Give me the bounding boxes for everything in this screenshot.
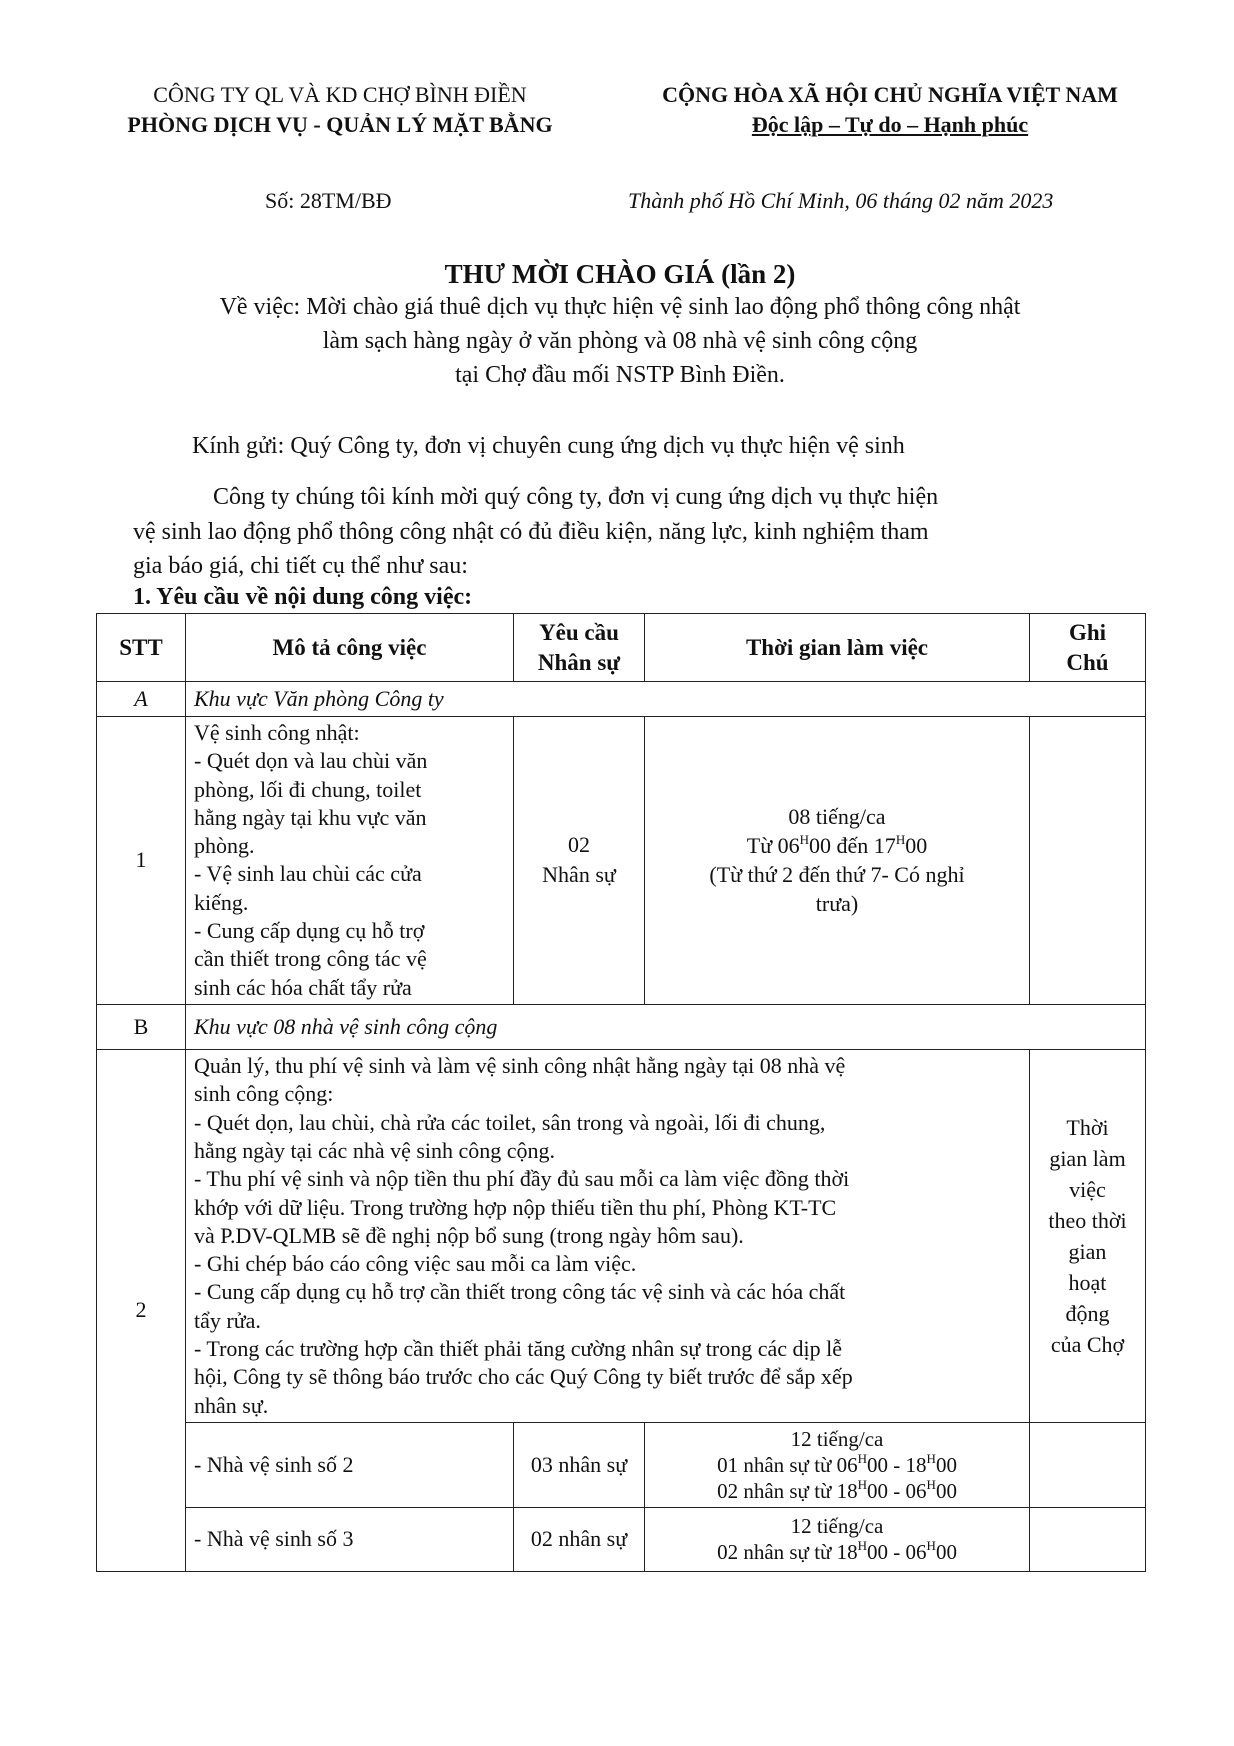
- row-2-stt: 2: [97, 1049, 186, 1571]
- letter-title: THƯ MỜI CHÀO GIÁ (lần 2): [444, 259, 796, 289]
- subject-line-3: tại Chợ đầu mối NSTP Bình Điền.: [455, 362, 785, 388]
- sub-1-time-line-3: [653, 1478, 1021, 1504]
- header-stt: STT: [97, 614, 186, 682]
- row-2-description: [186, 1049, 1030, 1422]
- row-1-staff-unit: Nhân sự: [542, 862, 616, 888]
- place-date: Thành phố Hồ Chí Minh, 06 tháng 02 năm 2023: [628, 188, 1054, 213]
- sub-1-name: - Nhà vệ sinh số 2: [186, 1422, 514, 1507]
- company-name: CÔNG TY QL VÀ KD CHỢ BÌNH ĐIỀN: [153, 82, 527, 107]
- row-1-time-mid: 00 đến 17: [809, 833, 896, 859]
- row-1-working-time: [645, 717, 1030, 1005]
- row-2-desc-line: nhân sự.: [194, 1392, 269, 1418]
- row-1-staff-count: 02: [568, 832, 590, 858]
- row-1-desc-line: phòng, lối đi chung, toilet: [194, 776, 422, 802]
- row-1-desc-line: - Cung cấp dụng cụ hỗ trợ: [194, 918, 425, 944]
- row-2-note-line: của Chợ: [1050, 1331, 1125, 1357]
- section-a-row: [97, 682, 1146, 717]
- row-1-desc-line: hằng ngày tại khu vực văn: [194, 804, 427, 830]
- subject-line-1: Về việc: Mời chào giá thuê dịch vụ thực hiện vệ sinh lao động phổ thông công nhật: [219, 294, 1021, 320]
- row-1-time-line-1: 08 tiếng/ca: [788, 804, 886, 830]
- sub-2-time-2b: 00 - 06: [867, 1540, 927, 1565]
- sub-2-time-2c: 00: [935, 1540, 957, 1565]
- row-2-desc-line: hội, Công ty sẽ thông báo trước cho các Quý Công ty biết trước để sắp xếp: [194, 1364, 853, 1390]
- header-staff: [514, 614, 645, 682]
- hour-superscript: H: [895, 832, 906, 848]
- row-1-desc-line: Vệ sinh công nhật:: [194, 720, 360, 745]
- sub-2-time-line-1: 12 tiếng/ca: [790, 1514, 884, 1539]
- hour-superscript: H: [926, 1450, 936, 1466]
- row-2-desc-line: khớp với dữ liệu. Trong trường hợp nộp thiếu tiền thu phí, Phòng KT-TC: [194, 1194, 837, 1220]
- intro-line-3: gia báo giá, chi tiết cụ thể như sau:: [133, 553, 468, 579]
- table-header-row: [97, 614, 1146, 682]
- hour-superscript: H: [857, 1476, 868, 1492]
- table-row: [97, 1049, 1146, 1422]
- row-2-desc-line: - Quét dọn, lau chùi, chà rửa các toilet, sân trong và ngoài, lối đi chung,: [194, 1109, 826, 1135]
- national-motto: Độc lập – Tự do – Hạnh phúc: [751, 112, 1029, 137]
- section-b-row: [97, 1004, 1146, 1049]
- row-1-stt: 1: [97, 717, 186, 1005]
- row-1-time-line-2: [653, 831, 1021, 860]
- row-2-desc-line: - Ghi chép báo cáo công việc sau mỗi ca làm việc.: [194, 1251, 637, 1277]
- row-2-note: [1030, 1049, 1146, 1422]
- row-2-desc-line: sinh công cộng:: [194, 1081, 334, 1107]
- row-1-description: [186, 717, 514, 1005]
- sub-1-time-3b: 00 - 06: [867, 1478, 927, 1503]
- header-staff-line-2: Nhân sự: [537, 649, 621, 675]
- sub-1-time-line-1: 12 tiếng/ca: [790, 1426, 884, 1451]
- hour-superscript: H: [926, 1476, 936, 1492]
- table-row: [97, 717, 1146, 1005]
- row-2-note-line: theo thời: [1048, 1207, 1127, 1233]
- sub-2-time-2a: 02 nhân sự từ 18: [717, 1540, 858, 1565]
- row-1-time-start: Từ 06: [746, 833, 800, 859]
- row-2-note-line: hoạt: [1068, 1269, 1107, 1295]
- hour-superscript: H: [799, 832, 810, 848]
- section-b-title: Khu vực 08 nhà vệ sinh công cộng: [186, 1004, 1146, 1049]
- row-1-desc-line: - Vệ sinh lau chùi các cửa: [194, 861, 422, 887]
- row-2-desc-line: Quản lý, thu phí vệ sinh và làm vệ sinh công nhật hằng ngày tại 08 nhà vệ: [194, 1053, 846, 1079]
- section-a-stt: A: [97, 682, 186, 717]
- sub-1-note: [1030, 1422, 1146, 1507]
- row-2-desc-line: hằng ngày tại các nhà vệ sinh công cộng.: [194, 1137, 556, 1163]
- row-2-note-line: gian: [1068, 1238, 1107, 1264]
- row-2-note-line: gian làm: [1049, 1145, 1126, 1171]
- row-1-desc-line: - Quét dọn và lau chùi văn: [194, 748, 428, 774]
- row-2-desc-line: - Trong các trường hợp cần thiết phải tăng cường nhân sự trong các dịp lễ: [194, 1336, 843, 1361]
- header-note-line-1: Ghi: [1068, 619, 1107, 645]
- hour-superscript: H: [857, 1538, 868, 1554]
- sub-2-working-time: [645, 1507, 1030, 1571]
- department-name: PHÒNG DỊCH VỤ - QUẢN LÝ MẶT BẰNG: [127, 112, 553, 137]
- document-number: Số: 28TM/BĐ: [265, 188, 392, 213]
- sub-1-time-3a: 02 nhân sự từ 18: [717, 1478, 858, 1503]
- header-note-line-2: Chú: [1066, 649, 1109, 675]
- row-2-desc-line: và P.DV-QLMB sẽ đề nghị nộp bổ sung (trong ngày hôm sau).: [194, 1222, 744, 1248]
- sub-2-name: - Nhà vệ sinh số 3: [186, 1507, 514, 1571]
- sub-1-time-2a: 01 nhân sự từ 06: [717, 1452, 858, 1477]
- sub-1-staff: 03 nhân sự: [514, 1422, 645, 1507]
- sub-1-time-3c: 00: [935, 1478, 957, 1503]
- intro-line-1: Công ty chúng tôi kính mời quý công ty, đơn vị cung ứng dịch vụ thực hiện: [213, 484, 939, 510]
- row-2-desc-line: tẩy rửa.: [194, 1307, 261, 1333]
- table-row: [97, 1507, 1146, 1571]
- work-requirements-table: [96, 613, 1146, 1572]
- row-2-note-line: việc: [1069, 1176, 1106, 1202]
- subject-line-2: làm sạch hàng ngày ở văn phòng và 08 nhà vệ sinh công cộng: [322, 328, 918, 354]
- section-a-title: Khu vực Văn phòng Công ty: [186, 682, 1146, 717]
- row-1-time-line-4: trưa): [815, 891, 859, 917]
- row-1-note: [1030, 717, 1146, 1005]
- national-title: CỘNG HÒA XÃ HỘI CHỦ NGHĨA VIỆT NAM: [662, 82, 1118, 107]
- row-2-desc-line: - Thu phí vệ sinh và nộp tiền thu phí đầy đủ sau mỗi ca làm việc đồng thời: [194, 1166, 850, 1192]
- row-2-note-line: Thời: [1066, 1114, 1109, 1140]
- hour-superscript: H: [857, 1450, 868, 1466]
- sub-2-note: [1030, 1507, 1146, 1571]
- row-1-time-end: 00: [905, 833, 928, 859]
- row-1-desc-line: kiếng.: [194, 889, 249, 915]
- header-working-time: Thời gian làm việc: [645, 614, 1030, 682]
- sub-2-time-line-2: [653, 1539, 1021, 1565]
- section-1-heading: 1. Yêu cầu về nội dung công việc:: [133, 584, 473, 610]
- hour-superscript: H: [926, 1538, 936, 1554]
- sub-1-time-line-2: [653, 1452, 1021, 1478]
- section-b-stt: B: [97, 1004, 186, 1049]
- row-1-desc-line: phòng.: [194, 833, 255, 859]
- recipient: Kính gửi: Quý Công ty, đơn vị chuyên cung ứng dịch vụ thực hiện vệ sinh: [192, 433, 905, 459]
- row-1-time-line-3: (Từ thứ 2 đến thứ 7- Có nghỉ: [709, 862, 965, 888]
- sub-2-staff: 02 nhân sự: [514, 1507, 645, 1571]
- row-2-desc-line: - Cung cấp dụng cụ hỗ trợ cần thiết trong công tác vệ sinh và các hóa chất: [194, 1279, 846, 1305]
- sub-1-time-2b: 00 - 18: [867, 1452, 927, 1477]
- row-1-staff: [514, 717, 645, 1005]
- header-description: Mô tả công việc: [186, 614, 514, 682]
- row-1-desc-line: cần thiết trong công tác vệ: [194, 946, 427, 972]
- header-staff-line-1: Yêu cầu: [539, 619, 619, 645]
- intro-line-2: vệ sinh lao động phổ thông công nhật có đủ điều kiện, năng lực, kinh nghiệm tham: [133, 519, 929, 545]
- header-note: [1030, 614, 1146, 682]
- sub-1-working-time: [645, 1422, 1030, 1507]
- table-row: [97, 1422, 1146, 1507]
- row-1-desc-line: sinh các hóa chất tẩy rửa: [194, 974, 412, 1000]
- row-2-note-line: động: [1065, 1300, 1110, 1326]
- sub-1-time-2c: 00: [935, 1452, 957, 1477]
